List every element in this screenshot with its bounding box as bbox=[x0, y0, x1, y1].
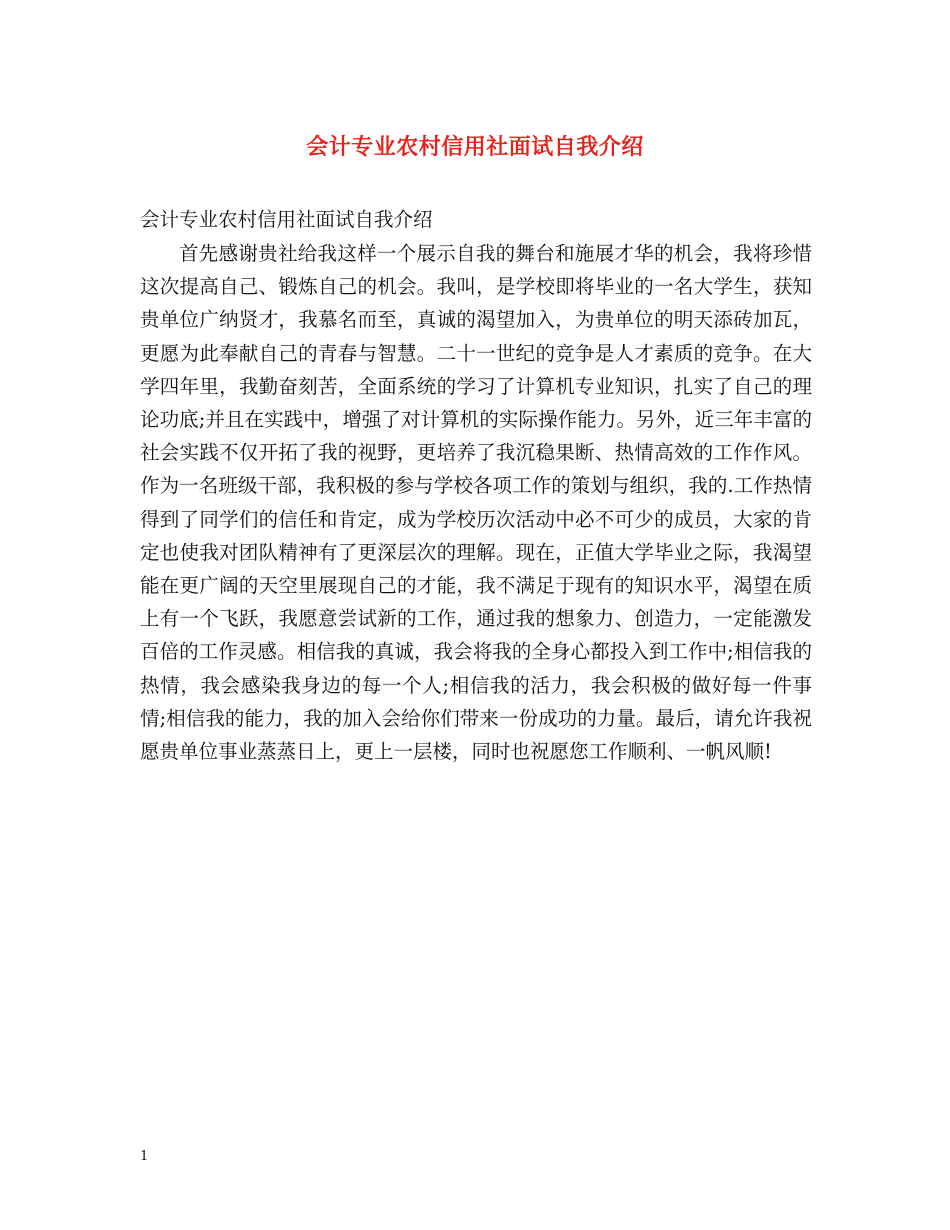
document-title: 会计专业农村信用社面试自我介绍 bbox=[306, 134, 644, 160]
page-number: 1 bbox=[140, 1149, 149, 1164]
document-subtitle: 会计专业农村信用社面试自我介绍 bbox=[140, 208, 433, 231]
body-paragraph: 首先感谢贵社给我这样一个展示自我的舞台和施展才华的机会，我将珍惜这次提高自己、锻炼自己的机会。我叫，是学校即将毕业的一名大学生，获知贵单位广纳贤才，我慕名而至，真诚的渴望加入，为贵单位的明天添砖加瓦，更愿为此奉献自己的青春与智慧。二十一世纪的竞争是人才素质的竞争。在大学四年里，我勤奋刻苦，全面系统的学习了计算机专业知识，扎实了自己的理论功底;并且在实践中，增强了对计算机的实际操作能力。另外，近三年丰富的社会实践不仅开拓了我的视野，更培养了我沉稳果断、热情高效的工作作风。作为一名班级干部，我积极的参与学校各项工作的策划与组织，我的.工作热情得到了同学们的信任和肯定，成为学校历次活动中必不可少的成员，大家的肯定也使我对团队精神有了更深层次的理解。现在，正值大学毕业之际，我渴望能在更广阔的天空里展现自己的才能，我不满足于现有的知识水平，渴望在质上有一个飞跃，我愿意尝试新的工作，通过我的想象力、创造力，一定能激发百倍的工作灵感。相信我的真诚，我会将我的全身心都投入到工作中;相信我的热情，我会感染我身边的每一个人;相信我的活力，我会积极的做好每一件事情;相信我的能力，我的加入会给你们带来一份成功的力量。最后，请允许我祝愿贵单位事业蒸蒸日上，更上一层楼，同时也祝愿您工作顺利、一帆风顺! bbox=[140, 242, 812, 764]
